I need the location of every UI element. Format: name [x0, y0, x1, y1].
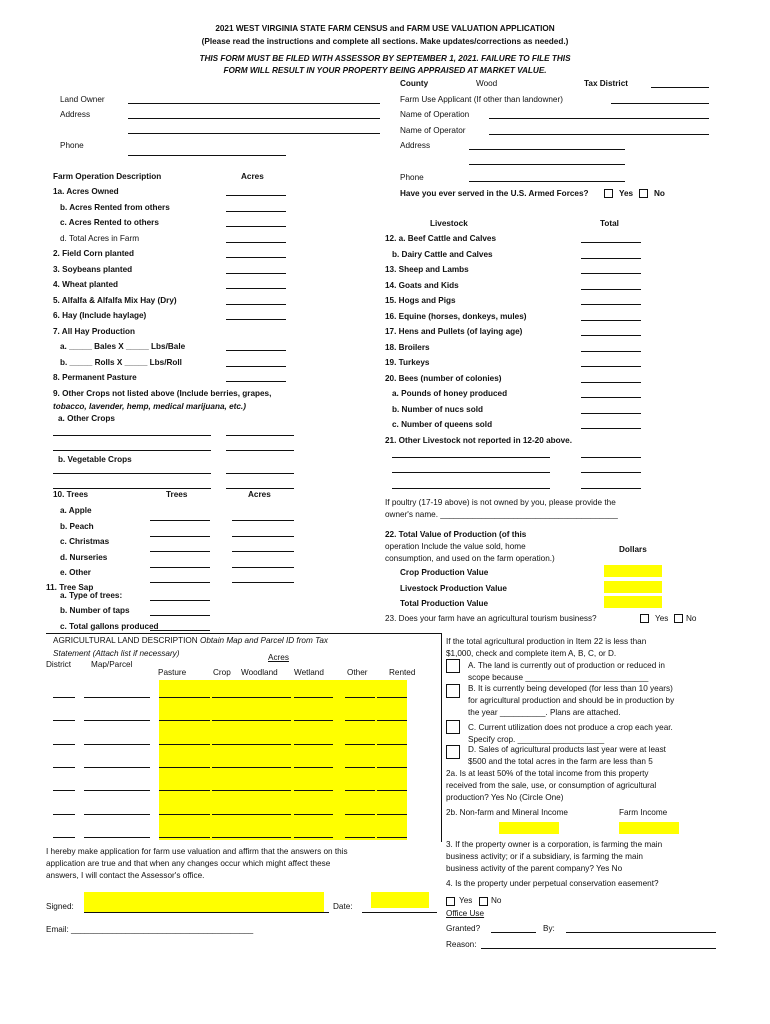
tax-district-field[interactable]	[651, 87, 709, 88]
tree-acres-field[interactable]	[232, 520, 294, 521]
land-acres-highlight	[159, 680, 407, 840]
land-cell-field[interactable]	[159, 767, 210, 768]
armed-forces-question: Have you ever served in the U.S. Armed Forces?	[400, 189, 589, 198]
land-cell-field[interactable]	[294, 744, 333, 745]
land-cell-field[interactable]	[345, 697, 375, 698]
tree-item-label: a. Apple	[60, 506, 92, 515]
number-of-taps-label: b. Number of taps	[60, 606, 130, 615]
land-cell-field[interactable]	[377, 744, 407, 745]
owner-address-label: Address	[60, 110, 91, 119]
land-cell-field[interactable]	[377, 697, 407, 698]
vegetable-crops-field-2[interactable]	[53, 488, 211, 489]
land-cell-field[interactable]	[242, 767, 291, 768]
land-cell-field[interactable]	[242, 720, 291, 721]
land-cell-field[interactable]	[345, 744, 375, 745]
farm-item-acres-field[interactable]	[226, 257, 286, 258]
tree-acres-field[interactable]	[232, 582, 294, 583]
land-cell-field[interactable]	[294, 720, 333, 721]
other-livestock-label: 21. Other Livestock not reported in 12-20 above.	[385, 436, 573, 445]
farm-item-acres-field[interactable]	[226, 226, 286, 227]
farm-use-applicant-label: Farm Use Applicant (If other than landowner)	[400, 95, 563, 104]
farm-item-label: b. Acres Rented from others	[60, 202, 170, 212]
total-value-production-note-2: consumption, and used on the farm operation.)	[385, 554, 555, 563]
other-livestock-field-1[interactable]	[392, 457, 550, 458]
deadline-warning-line-2: FORM WILL RESULT IN YOUR PROPERTY BEING APPRAISED AT MARKET VALUE.	[223, 66, 547, 75]
option-d-text-2: $500 and the total acres in the farm are less than 5	[468, 757, 653, 766]
land-cell-field[interactable]	[377, 767, 407, 768]
col-other: Other	[347, 668, 368, 677]
livestock-production-label: Livestock Production Value	[400, 584, 507, 593]
easement-yes-label: Yes	[459, 896, 473, 905]
crop-production-label: Crop Production Value	[400, 568, 489, 577]
tree-acres-field[interactable]	[232, 536, 294, 537]
livestock-item-label: 13. Sheep and Lambs	[385, 265, 469, 274]
name-of-operation-label: Name of Operation	[400, 110, 470, 119]
option-b-text-3: the year __________. Plans are attached.	[468, 708, 621, 717]
land-cell-field[interactable]	[84, 744, 150, 745]
col-crop: Crop	[213, 668, 231, 677]
other-crops-field-2[interactable]	[53, 450, 211, 451]
livestock-item-label: 17. Hens and Pullets (of laying age)	[385, 327, 523, 336]
land-cell-field[interactable]	[53, 790, 75, 791]
land-cell-field[interactable]	[345, 720, 375, 721]
affirmation-line-2: application are true and that when any changes occur which might affect these	[46, 859, 331, 868]
tourism-question: 23. Does your farm have an agricultural tourism business?	[385, 614, 597, 623]
farm-item-acres-field[interactable]	[226, 319, 286, 320]
armed-forces-no-checkbox[interactable]	[639, 189, 648, 198]
land-description-title-note: Obtain Map and Parcel ID from Tax	[199, 636, 328, 645]
office-use-label: Office Use	[446, 909, 485, 918]
total-production-label: Total Production Value	[400, 599, 489, 608]
livestock-total-field[interactable]	[581, 351, 641, 352]
form-instructions: (Please read the instructions and complete all sections. Make updates/corrections as needed.)	[201, 37, 569, 46]
total-gallons-label: c. Total gallons produced	[60, 622, 159, 631]
farm-item-label: 1a. Acres Owned	[53, 187, 119, 196]
col-map-parcel: Map/Parcel	[91, 660, 133, 669]
deadline-warning-line-1: THIS FORM MUST BE FILED WITH ASSESSOR BY SEPTEMBER 1, 2021. FAILURE TO FILE THIS	[199, 54, 571, 63]
col-district: District	[46, 660, 72, 669]
county-value[interactable]: Wood	[476, 79, 498, 88]
livestock-total-field[interactable]	[581, 258, 641, 259]
question-3-line-3[interactable]: business activity of the parent company? Yes No	[446, 864, 623, 873]
operator-address-field-2[interactable]	[469, 164, 625, 165]
farm-item-label: b. _____ Rolls X _____ Lbs/Roll	[60, 357, 182, 367]
tourism-yes-checkbox[interactable]	[640, 614, 649, 623]
livestock-header: Livestock	[430, 219, 468, 228]
easement-no-checkbox[interactable]	[479, 897, 488, 906]
signature-field[interactable]	[84, 892, 324, 912]
farm-use-applicant-field[interactable]	[611, 103, 709, 104]
date-field[interactable]	[371, 892, 429, 908]
livestock-total-field[interactable]	[581, 304, 641, 305]
livestock-total-field[interactable]	[581, 320, 641, 321]
tree-acres-field[interactable]	[232, 551, 294, 552]
land-cell-field[interactable]	[53, 697, 75, 698]
easement-no-label: No	[491, 896, 502, 905]
farm-item-label: 5. Alfalfa & Alfalfa Mix Hay (Dry)	[53, 295, 177, 305]
land-cell-field[interactable]	[53, 814, 75, 815]
land-cell-field[interactable]	[212, 767, 242, 768]
option-d-checkbox[interactable]	[446, 745, 460, 759]
land-cell-field[interactable]	[242, 837, 291, 838]
land-acres-header: Acres	[268, 653, 289, 662]
total-value-production-note-1: operation Include the value sold, home	[385, 542, 526, 551]
operator-phone-field[interactable]	[469, 181, 625, 182]
number-of-taps-field[interactable]	[150, 615, 210, 616]
option-b-text-1: B. It is currently being developed (for less than 10 years)	[468, 684, 673, 693]
farm-item-acres-field[interactable]	[226, 304, 286, 305]
farm-item-label: a. _____ Bales X _____ Lbs/Bale	[60, 342, 186, 351]
trees-label: 10. Trees	[53, 490, 89, 499]
non-farm-income-field[interactable]	[499, 822, 559, 834]
farm-income-field[interactable]	[619, 822, 679, 834]
trees-column-header: Trees	[166, 490, 188, 499]
production-check-intro-2: $1,000, check and complete item A, B, C, or D.	[446, 649, 617, 658]
livestock-total-field[interactable]	[581, 382, 641, 383]
option-c-text-2: Specify crop. ___________________	[468, 735, 605, 744]
farm-item-label: 6. Hay (Include haylage)	[53, 311, 147, 320]
total-value-production-heading: 22. Total Value of Production (of this	[385, 530, 527, 539]
farm-item-acres-field[interactable]	[226, 242, 286, 243]
operator-address-label: Address	[400, 141, 431, 150]
col-pasture: Pasture	[158, 668, 187, 677]
option-c-text-1: C. Current utilization does not produce a crop each year.	[468, 723, 673, 732]
land-cell-field[interactable]	[294, 837, 333, 838]
trees-acres-column-header: Acres	[248, 490, 271, 499]
land-cell-field[interactable]	[159, 697, 210, 698]
livestock-total-field[interactable]	[581, 242, 641, 243]
livestock-total-field[interactable]	[581, 366, 641, 367]
land-section-divider	[441, 633, 442, 842]
land-section-top-border	[46, 633, 441, 634]
livestock-total-field[interactable]	[581, 289, 641, 290]
land-cell-field[interactable]	[212, 790, 242, 791]
tree-item-label: c. Christmas	[60, 537, 110, 546]
land-cell-field[interactable]	[294, 790, 333, 791]
tourism-no-checkbox[interactable]	[674, 614, 683, 623]
other-crops-heading: 9. Other Crops not listed above (Include berries, grapes,	[53, 389, 272, 398]
land-cell-field[interactable]	[53, 767, 75, 768]
livestock-item-label: 12. a. Beef Cattle and Calves	[385, 234, 497, 243]
easement-yes-checkbox[interactable]	[446, 897, 455, 906]
land-cell-field[interactable]	[242, 814, 291, 815]
livestock-item-label: 18. Broilers	[385, 342, 430, 352]
owner-phone-label: Phone	[60, 141, 84, 150]
other-livestock-total-3[interactable]	[581, 488, 641, 489]
land-cell-field[interactable]	[212, 837, 242, 838]
other-crops-acres-1[interactable]	[226, 435, 294, 436]
livestock-total-field[interactable]	[581, 335, 641, 336]
option-b-text-2: for agricultural production and should be in production by	[468, 696, 675, 705]
armed-forces-yes-checkbox[interactable]	[604, 189, 613, 198]
other-livestock-total-2[interactable]	[581, 472, 641, 473]
farm-item-label: 3. Soybeans planted	[53, 264, 133, 274]
option-c-checkbox[interactable]	[446, 720, 460, 734]
livestock-total-field[interactable]	[581, 413, 641, 414]
name-of-operator-field[interactable]	[489, 134, 709, 135]
other-crops-a-label: a. Other Crops	[58, 414, 115, 423]
option-a-checkbox[interactable]	[446, 659, 460, 673]
name-of-operation-field[interactable]	[489, 118, 709, 119]
livestock-total-field[interactable]	[581, 273, 641, 274]
vegetable-crops-acres-2[interactable]	[226, 488, 294, 489]
farm-item-label: 7. All Hay Production	[53, 326, 136, 336]
livestock-total-header: Total	[600, 219, 619, 228]
date-underline	[362, 912, 437, 913]
tree-count-field[interactable]	[150, 536, 210, 537]
tourism-no-label: No	[686, 614, 697, 623]
armed-forces-yes-label: Yes	[619, 189, 634, 198]
total-gallons-field[interactable]	[150, 630, 210, 631]
land-cell-field[interactable]	[377, 837, 407, 838]
option-d-text-1: D. Sales of agricultural products last year were at least	[468, 745, 666, 754]
affirmation-line-3: answers, I will contact the Assessor's office.	[46, 871, 205, 880]
option-a-text-1: A. The land is currently out of production or reduced in	[468, 661, 665, 670]
land-cell-field[interactable]	[53, 720, 75, 721]
land-cell-field[interactable]	[242, 697, 291, 698]
armed-forces-no-label: No	[654, 189, 665, 198]
farm-item-acres-field[interactable]	[226, 366, 286, 367]
question-3-line-2: business activity; or if a subsidiary, is farming the main	[446, 852, 643, 861]
granted-label: Granted?	[446, 924, 481, 933]
livestock-item-label: b. Number of nucs sold	[392, 404, 483, 414]
date-label: Date:	[333, 902, 353, 911]
county-label: County	[400, 79, 429, 88]
livestock-item-label: 15. Hogs and Pigs	[385, 296, 456, 305]
farm-item-label: 4. Wheat planted	[53, 280, 119, 289]
name-of-operator-label: Name of Operator	[400, 126, 466, 135]
option-a-text-2: scope because ___________________________	[468, 673, 649, 682]
farm-operation-acres-header: Acres	[241, 172, 264, 181]
tree-count-field[interactable]	[150, 567, 210, 568]
land-cell-field[interactable]	[212, 744, 242, 745]
owner-phone-field[interactable]	[128, 155, 286, 156]
owner-address-field-2[interactable]	[128, 133, 380, 134]
tourism-yes-label: Yes	[655, 614, 669, 623]
land-cell-field[interactable]	[159, 790, 210, 791]
question-2a-line-1: 2a. Is at least 50% of the total income from this property	[446, 769, 649, 778]
tree-count-field[interactable]	[150, 551, 210, 552]
land-cell-field[interactable]	[345, 767, 375, 768]
tree-sap-label: 11. Tree Sap	[46, 583, 94, 592]
tax-district-label: Tax District	[584, 79, 628, 88]
land-cell-field[interactable]	[242, 744, 291, 745]
granted-field[interactable]	[491, 932, 536, 933]
col-rented: Rented	[389, 668, 416, 677]
farm-item-label: 2. Field Corn planted	[53, 249, 134, 258]
affirmation-line-1: I hereby make application for farm use valuation and affirm that the answers on this	[46, 847, 348, 856]
land-cell-field[interactable]	[294, 767, 333, 768]
vegetable-crops-label: b. Vegetable Crops	[58, 455, 132, 464]
production-check-intro-1: If the total agricultural production in Item 22 is less than	[446, 637, 647, 646]
other-livestock-field-2[interactable]	[392, 472, 550, 473]
col-woodland: Woodland	[241, 668, 278, 677]
vegetable-crops-field-1[interactable]	[53, 473, 211, 474]
total-production-field[interactable]	[604, 596, 662, 608]
farm-item-label: c. Acres Rented to others	[60, 218, 159, 227]
operator-phone-label: Phone	[400, 173, 424, 182]
option-b-checkbox[interactable]	[446, 684, 460, 698]
granted-by-label: By:	[543, 924, 555, 933]
poultry-owner-note: If poultry (17-19 above) is not owned by you, please provide the	[385, 498, 616, 507]
question-2b-label: 2b. Non-farm and Mineral Income	[446, 808, 568, 817]
other-crops-field-1[interactable]	[53, 435, 211, 436]
land-cell-field[interactable]	[212, 814, 242, 815]
livestock-production-field[interactable]	[604, 581, 662, 593]
land-cell-field[interactable]	[84, 837, 150, 838]
livestock-item-label: 20. Bees (number of colonies)	[385, 373, 502, 383]
land-cell-field[interactable]	[159, 744, 210, 745]
farm-item-acres-field[interactable]	[226, 273, 286, 274]
farm-item-acres-field[interactable]	[226, 381, 286, 382]
land-cell-field[interactable]	[212, 720, 242, 721]
land-description-title-text: AGRICULTURAL LAND DESCRIPTION	[53, 636, 198, 645]
livestock-item-label: c. Number of queens sold	[392, 420, 493, 429]
land-cell-field[interactable]	[53, 744, 75, 745]
col-wetland: Wetland	[294, 668, 324, 677]
land-owner-field[interactable]	[128, 103, 380, 104]
farm-item-acres-field[interactable]	[226, 350, 286, 351]
tree-count-field[interactable]	[150, 582, 210, 583]
land-description-statement: Statement (Attach list if necessary)	[53, 649, 180, 658]
land-cell-field[interactable]	[159, 814, 210, 815]
livestock-item-label: b. Dairy Cattle and Calves	[392, 249, 493, 259]
land-cell-field[interactable]	[84, 790, 150, 791]
question-4: 4. Is the property under perpetual conservation easement?	[446, 879, 659, 888]
question-2a-line-2: received from the sale, use, or consumption of agricultural	[446, 781, 657, 790]
livestock-item-label: 19. Turkeys	[385, 358, 430, 367]
tree-item-label: d. Nurseries	[60, 552, 108, 562]
land-cell-field[interactable]	[345, 837, 375, 838]
land-cell-field[interactable]	[53, 837, 75, 838]
land-cell-field[interactable]	[345, 790, 375, 791]
tree-count-field[interactable]	[150, 520, 210, 521]
tree-item-label: e. Other	[60, 568, 91, 577]
vegetable-crops-acres-1[interactable]	[226, 473, 294, 474]
other-livestock-field-3[interactable]	[392, 488, 550, 489]
land-owner-label: Land Owner	[60, 95, 105, 104]
farm-item-label: 8. Permanent Pasture	[53, 373, 137, 382]
farm-item-label: d. Total Acres in Farm	[60, 233, 140, 243]
type-of-trees-label: a. Type of trees:	[60, 591, 123, 600]
farm-item-acres-field[interactable]	[226, 288, 286, 289]
other-crops-note: tobacco, lavender, hemp, medical marijuana, etc.)	[53, 402, 246, 411]
poultry-owner-field[interactable]: owner's name. _______________________________________	[385, 510, 618, 519]
owner-address-field[interactable]	[128, 118, 380, 119]
other-crops-acres-2[interactable]	[226, 450, 294, 451]
land-cell-field[interactable]	[345, 814, 375, 815]
farm-operation-header: Farm Operation Description	[53, 172, 162, 181]
land-cell-field[interactable]	[84, 814, 150, 815]
granted-by-field[interactable]	[566, 932, 716, 933]
land-cell-field[interactable]	[377, 814, 407, 815]
farm-item-acres-field[interactable]	[226, 211, 286, 212]
operator-address-field[interactable]	[469, 149, 625, 150]
tree-item-label: b. Peach	[60, 521, 94, 531]
signature-underline	[84, 912, 329, 913]
land-cell-field[interactable]	[159, 720, 210, 721]
land-cell-field[interactable]	[84, 720, 150, 721]
tree-acres-field[interactable]	[232, 567, 294, 568]
land-cell-field[interactable]	[242, 790, 291, 791]
livestock-item-label: 16. Equine (horses, donkeys, mules)	[385, 311, 527, 321]
land-cell-field[interactable]	[377, 720, 407, 721]
type-of-trees-field[interactable]	[150, 600, 210, 601]
land-cell-field[interactable]	[84, 697, 150, 698]
land-description-title	[53, 637, 328, 645]
form-title: 2021 WEST VIRGINIA STATE FARM CENSUS and FARM USE VALUATION APPLICATION	[215, 24, 555, 33]
livestock-total-field[interactable]	[581, 428, 641, 429]
farm-item-acres-field[interactable]	[226, 195, 286, 196]
livestock-item-label: 14. Goats and Kids	[385, 280, 459, 290]
farm-income-label: Farm Income	[619, 808, 668, 817]
land-cell-field[interactable]	[294, 814, 333, 815]
livestock-total-field[interactable]	[581, 397, 641, 398]
crop-production-field[interactable]	[604, 565, 662, 577]
signed-label: Signed:	[46, 902, 74, 911]
land-cell-field[interactable]	[212, 697, 242, 698]
land-cell-field[interactable]	[84, 767, 150, 768]
land-cell-field[interactable]	[377, 790, 407, 791]
other-livestock-total-1[interactable]	[581, 457, 641, 458]
land-cell-field[interactable]	[294, 697, 333, 698]
question-3-line-1: 3. If the property owner is a corporation, is farming the main	[446, 840, 663, 849]
reason-field[interactable]	[481, 948, 716, 949]
question-2a-line-3[interactable]: production? Yes No (Circle One)	[446, 793, 564, 802]
land-cell-field[interactable]	[159, 837, 210, 838]
dollars-header: Dollars	[619, 545, 647, 554]
livestock-item-label: a. Pounds of honey produced	[392, 389, 508, 398]
reason-label: Reason:	[446, 940, 477, 949]
email-field[interactable]: Email: ________________________________________	[46, 925, 254, 934]
